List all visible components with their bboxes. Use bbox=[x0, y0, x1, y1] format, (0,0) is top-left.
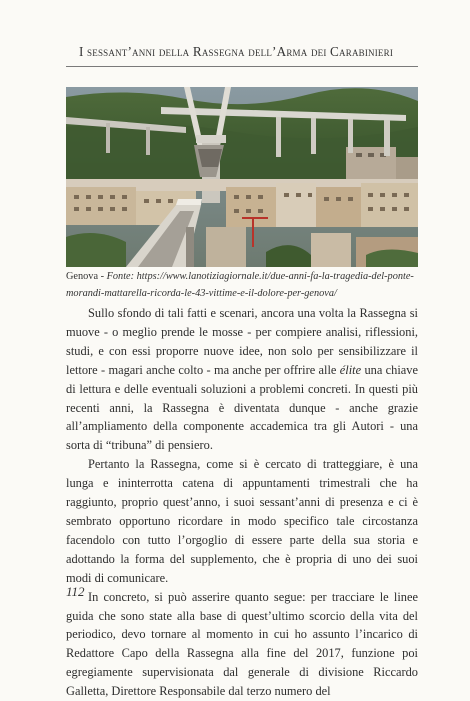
caption-source-url[interactable]: https://www.lanotiziagiornale.it/due-anni-fa-la-tragedia-del-ponte-morandi-mattarella-ricorda-le-43-vittime-e-il-dolore-per-genova/ bbox=[66, 271, 414, 299]
figure-caption bbox=[66, 268, 418, 302]
body-text bbox=[66, 304, 418, 701]
paragraph-1-text-end: una chiave di lettura e delle eventuali soluzioni a problemi concreti. In questi più recenti anni, la Rassegna è diventata dunque - anche grazie all’ampliamento della componente accademica tra gli Autori - una sorta di “tribuna” di pensiero. bbox=[66, 362, 418, 453]
paragraph-1-text: Sullo sfondo di tali fatti e scenari, ancora una volta la Rassegna si muove - o meglio prende le mosse - per compiere analisi, riflessioni, studi, e con essi proporre nuove idee, non solo per sensibilizzare il lettore - magari anche colto - ma anche per offrire alle bbox=[66, 306, 418, 377]
bridge-collapse-photo-icon bbox=[66, 87, 418, 267]
caption-source-label: Fonte: bbox=[106, 271, 135, 282]
running-head: I sessant’anni della Rassegna dell’Arma dei Carabinieri bbox=[78, 44, 394, 59]
header-rule bbox=[66, 66, 418, 67]
paragraph-1 bbox=[66, 304, 418, 455]
figure-photo bbox=[66, 87, 418, 267]
caption-place: Genova - bbox=[66, 271, 107, 282]
paragraph-2: Pertanto la Rassegna, come si è cercato di tratteggiare, è una lunga e ininterrotta catena di appuntamenti trimestrali che ha raggiunto, proprio quest’anno, i suoi sessant’anni di presenza e ci è sembrato opportuno ricordare in modo specifico tale circostanza facendolo con tutto l’orgoglio di essere parte della sua storia e adottando la forma del supplemento, che è propria di uno dei suoi modi di comunicare. bbox=[66, 457, 418, 585]
paragraph-3: In concreto, si può asserire quanto segue: per tracciare le linee guida che sono state alla base di quest’ultimo scorcio della vita del periodico, devo tornare al momento in cui ho assunto l’incarico di Redattore Capo della Rassegna alla fine del 2017, funzione poi egregiamente supervisionata dal generale di divisione Riccardo Galletta, Direttore Responsabile dal terzo numero del bbox=[66, 589, 418, 699]
paragraph-1-emphasis: élite bbox=[339, 362, 362, 377]
page-number: 112 bbox=[66, 584, 85, 599]
